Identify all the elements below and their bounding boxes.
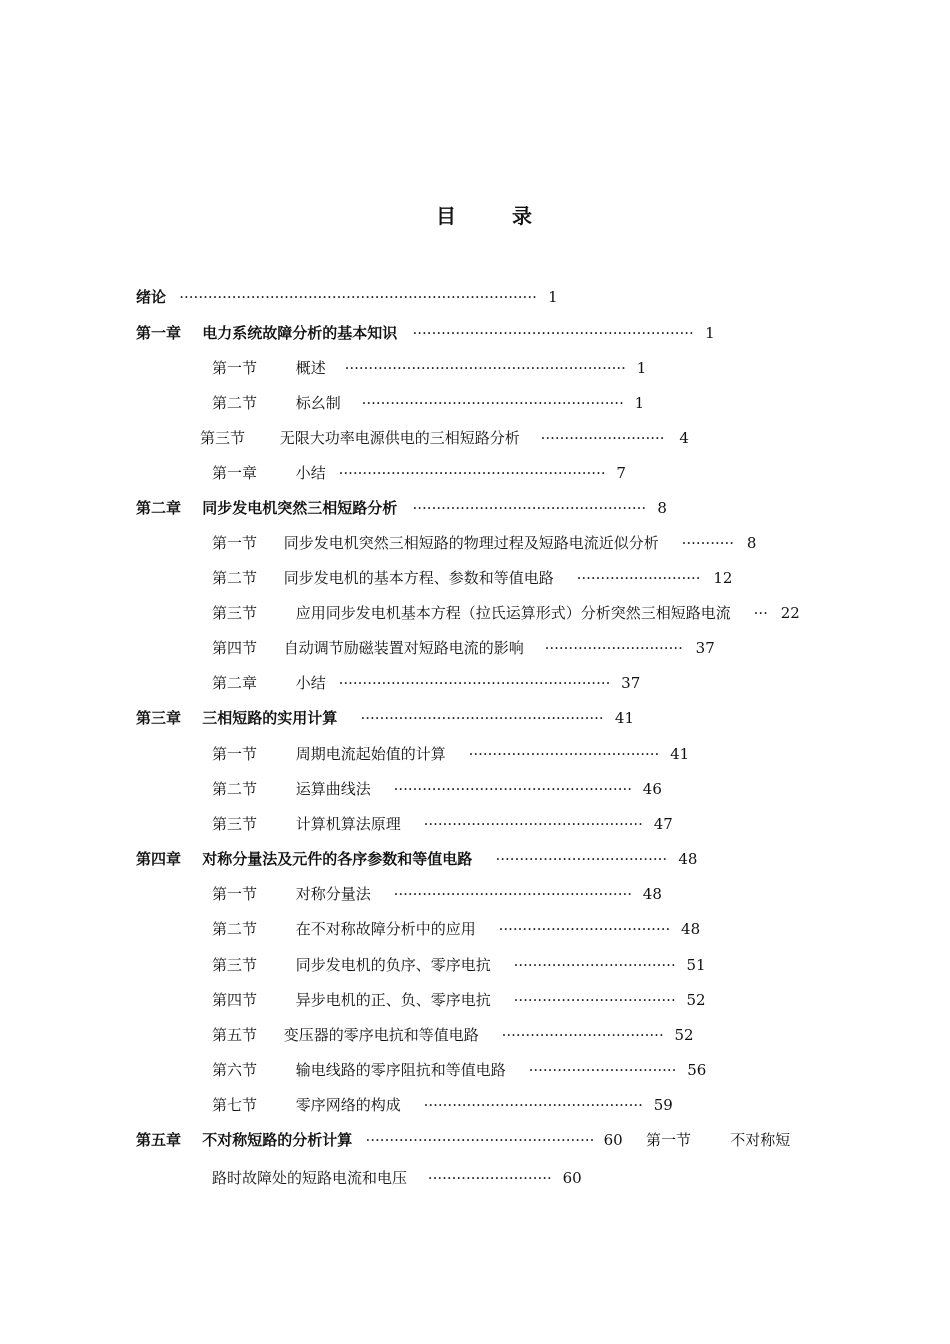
toc-section-title: 小结	[295, 464, 326, 482]
toc-leader-dots: ·······························	[528, 1061, 677, 1079]
toc-section-title: 同步发电机的负序、零序电抗	[295, 956, 491, 974]
toc-leader-dots: ··································	[501, 1026, 664, 1044]
toc-section-4-6[interactable]	[212, 1060, 706, 1080]
toc-section-4-5[interactable]	[212, 1025, 694, 1045]
toc-section-title: 周期电流起始值的计算	[295, 745, 446, 763]
toc-page-number: 41	[670, 745, 690, 763]
toc-page-number: 46	[642, 780, 662, 798]
toc-section-label: 第二章	[212, 674, 258, 692]
toc-leader-dots: ························································	[338, 464, 606, 482]
toc-page-number: 1	[548, 288, 558, 306]
toc-chapter-1[interactable]	[136, 323, 715, 343]
toc-section-title: 标幺制	[295, 394, 341, 412]
toc-leader-dots: ··················································	[393, 885, 632, 903]
toc-section-label: 第五节	[212, 1026, 258, 1044]
toc-page-number: 52	[674, 1026, 694, 1044]
toc-leader-dots: ····································	[498, 920, 671, 938]
toc-section-title: 不对称短	[730, 1131, 791, 1149]
toc-section-label: 第二节	[212, 920, 258, 938]
toc-entry-label: 绪论	[136, 288, 167, 306]
toc-page-number: 8	[657, 499, 667, 517]
toc-section-label: 第二节	[212, 394, 258, 412]
toc-leader-dots: ··························	[540, 429, 665, 447]
toc-section-title: 计算机算法原理	[295, 815, 401, 833]
toc-section-title: 无限大功率电源供电的三相短路分析	[279, 429, 520, 447]
toc-section-label: 第二节	[212, 780, 258, 798]
toc-leader-dots: ··············································	[423, 815, 643, 833]
toc-section-1-3[interactable]	[200, 428, 689, 448]
toc-page-number: 52	[686, 991, 706, 1009]
toc-page-number: 4	[679, 429, 689, 447]
toc-leader-dots: ··············································	[423, 1096, 643, 1114]
toc-section-label: 第一节	[212, 745, 258, 763]
toc-section-title: 运算曲线法	[295, 780, 371, 798]
toc-section-label: 第二节	[212, 569, 258, 587]
toc-page-number: 1	[705, 324, 715, 342]
toc-leader-dots: ···························································	[344, 359, 626, 377]
toc-leader-dots: ···········································································	[179, 288, 537, 306]
toc-page-number: 48	[642, 885, 662, 903]
toc-section-label: 第一节	[212, 885, 258, 903]
toc-leader-dots: ··························	[576, 569, 701, 587]
toc-title: 目 录	[436, 204, 550, 228]
toc-chapter-label: 第三章	[136, 709, 182, 727]
toc-leader-dots: ················································	[365, 1131, 595, 1149]
toc-leader-dots: ··················································	[393, 780, 632, 798]
toc-summary-2[interactable]	[212, 673, 640, 693]
toc-page-number: 48	[678, 850, 698, 868]
toc-chapter-title: 不对称短路的分析计算	[202, 1131, 353, 1149]
toc-section-title: 在不对称故障分析中的应用	[295, 920, 476, 938]
toc-section-label: 第三节	[200, 429, 246, 447]
toc-section-1-2[interactable]	[212, 393, 644, 413]
toc-page-number: 56	[687, 1061, 707, 1079]
toc-chapter-5[interactable]	[136, 1130, 790, 1150]
toc-leader-dots: ·························································	[338, 674, 611, 692]
toc-section-label: 第一节	[212, 534, 258, 552]
toc-page-number: 41	[614, 709, 634, 727]
toc-leader-dots: ···	[753, 604, 768, 622]
toc-section-title: 同步发电机的基本方程、参数和等值电路	[283, 569, 554, 587]
toc-chapter-title: 电力系统故障分析的基本知识	[202, 324, 398, 342]
toc-section-title: 路时故障处的短路电流和电压	[212, 1169, 408, 1187]
toc-page-number: 37	[621, 674, 641, 692]
toc-leader-dots: ··································	[513, 991, 676, 1009]
toc-section-5-1-continued[interactable]	[212, 1168, 582, 1188]
toc-page-number: 60	[562, 1169, 582, 1187]
toc-leader-dots: ··························	[427, 1169, 552, 1187]
toc-section-4-3[interactable]	[212, 955, 706, 975]
toc-section-label: 第三节	[212, 815, 258, 833]
toc-section-label: 第四节	[212, 639, 258, 657]
toc-section-title: 自动调节励磁装置对短路电流的影响	[283, 639, 524, 657]
toc-leader-dots: ·····························	[544, 639, 683, 657]
toc-section-title: 对称分量法	[295, 885, 371, 903]
toc-section-label: 第一章	[212, 464, 258, 482]
toc-chapter-3[interactable]	[136, 708, 634, 728]
toc-section-1-1[interactable]	[212, 358, 646, 378]
toc-section-4-2[interactable]	[212, 919, 700, 939]
toc-page-number: 7	[616, 464, 626, 482]
toc-section-2-4[interactable]	[212, 638, 715, 658]
toc-section-2-2[interactable]	[212, 568, 732, 588]
toc-chapter-label: 第二章	[136, 499, 182, 517]
toc-section-label: 第三节	[212, 956, 258, 974]
toc-leader-dots: ···················································	[360, 709, 604, 727]
toc-chapter-4[interactable]	[136, 849, 697, 869]
toc-section-title: 同步发电机突然三相短路的物理过程及短路电流近似分析	[283, 534, 659, 552]
toc-leader-dots: ···························································	[412, 324, 694, 342]
toc-section-title: 概述	[295, 359, 326, 377]
toc-page-number: 51	[686, 956, 706, 974]
toc-leader-dots: ········································	[468, 745, 660, 763]
toc-section-label: 第一节	[645, 1131, 691, 1149]
toc-section-label: 第一节	[212, 359, 258, 377]
toc-chapter-title: 对称分量法及元件的各序参数和等值电路	[202, 850, 473, 868]
toc-section-3-3[interactable]	[212, 814, 673, 834]
toc-section-4-1[interactable]	[212, 884, 662, 904]
toc-section-2-3[interactable]	[212, 603, 800, 623]
toc-entry-intro[interactable]	[136, 287, 558, 307]
toc-section-4-7[interactable]	[212, 1095, 673, 1115]
toc-section-3-2[interactable]	[212, 779, 662, 799]
toc-section-label: 第四节	[212, 991, 258, 1009]
toc-chapter-title: 同步发电机突然三相短路分析	[202, 499, 398, 517]
toc-section-label: 第七节	[212, 1096, 258, 1114]
toc-section-title: 输电线路的零序阻抗和等值电路	[295, 1061, 506, 1079]
toc-page-number: 1	[634, 394, 645, 412]
toc-section-title: 零序网络的构成	[295, 1096, 401, 1114]
toc-section-title: 小结	[295, 674, 326, 692]
toc-section-title: 变压器的零序电抗和等值电路	[283, 1026, 479, 1044]
toc-leader-dots: ···········	[681, 534, 735, 552]
toc-chapter-label: 第一章	[136, 324, 182, 342]
toc-page-number: 47	[653, 815, 673, 833]
toc-page-number: 12	[713, 569, 733, 587]
toc-section-4-4[interactable]	[212, 990, 706, 1010]
toc-section-label: 第六节	[212, 1061, 258, 1079]
toc-page-number: 22	[780, 604, 800, 622]
toc-section-2-1[interactable]	[212, 533, 756, 553]
toc-summary-1[interactable]	[212, 463, 626, 483]
toc-page-number: 59	[653, 1096, 673, 1114]
toc-section-3-1[interactable]	[212, 744, 689, 764]
toc-leader-dots: ····································	[495, 850, 668, 868]
toc-leader-dots: ··································	[513, 956, 676, 974]
toc-page-number: 37	[695, 639, 715, 657]
toc-section-title: 应用同步发电机基本方程（拉氏运算形式）分析突然三相短路电流	[295, 604, 731, 622]
toc-chapter-label: 第四章	[136, 850, 182, 868]
toc-leader-dots: ·················································	[412, 499, 647, 517]
toc-chapter-title: 三相短路的实用计算	[202, 709, 338, 727]
toc-leader-dots: ·······················································	[361, 394, 624, 412]
toc-chapter-2[interactable]	[136, 498, 667, 518]
toc-chapter-label: 第五章	[136, 1131, 182, 1149]
toc-page-number: 8	[746, 534, 757, 552]
toc-page-number: 48	[681, 920, 701, 938]
toc-page-number: 60	[603, 1131, 623, 1149]
toc-page-number: 1	[636, 359, 647, 377]
toc-section-title: 异步电机的正、负、零序电抗	[295, 991, 491, 1009]
toc-section-label: 第三节	[212, 604, 258, 622]
